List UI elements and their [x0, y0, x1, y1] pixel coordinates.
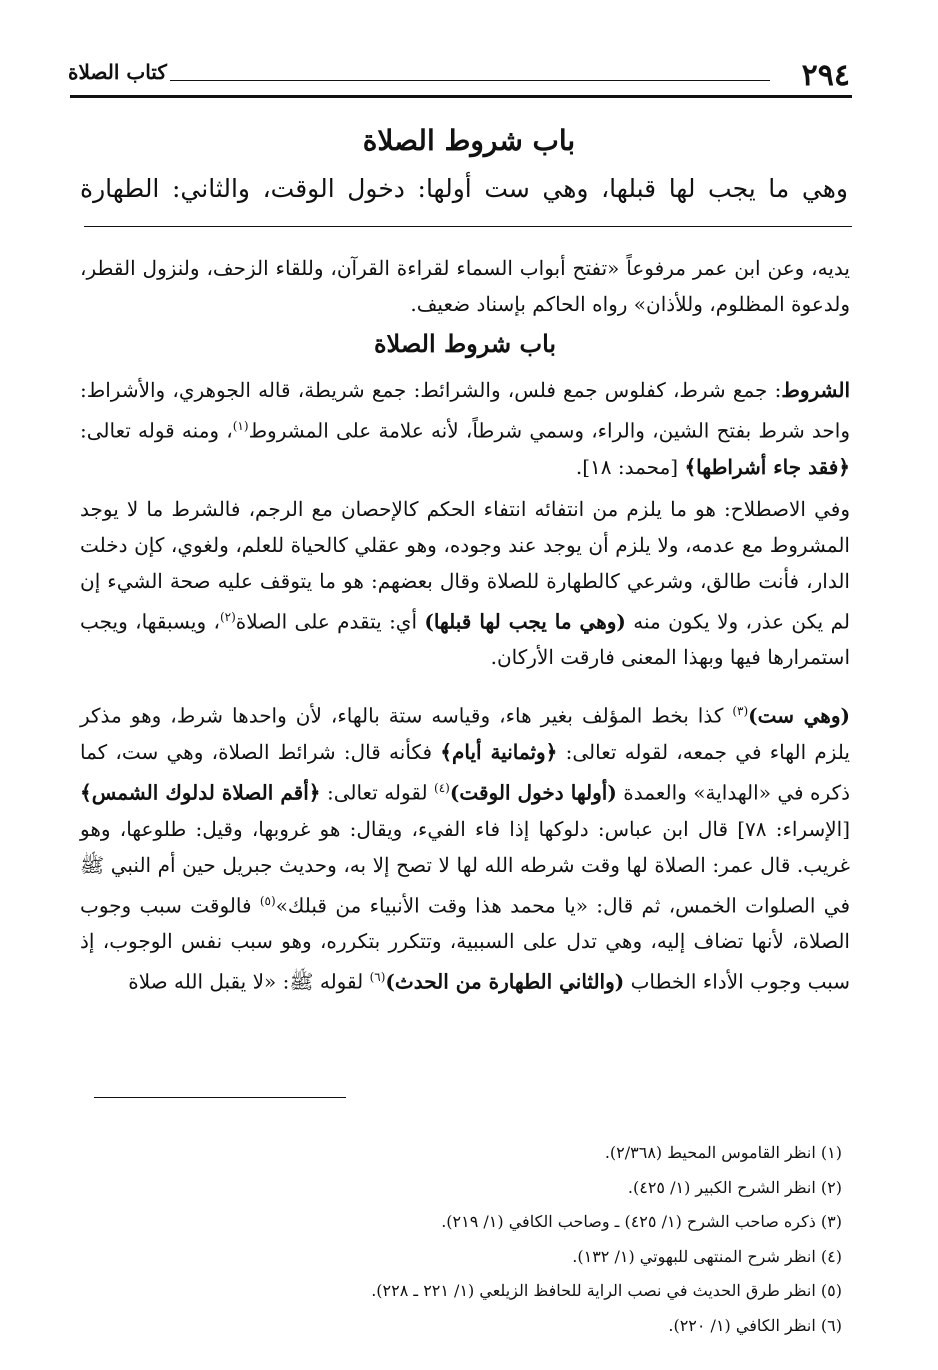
- footnote-5: (٥) انظر طرق الحديث في نصب الراية للحافظ الزيلعي (١/ ٢٢١ ـ ٢٢٨).: [371, 1281, 842, 1300]
- text: [محمد: ١٨].: [575, 454, 685, 479]
- footnote-ref-3: (٣): [732, 704, 749, 719]
- text: وفي الاصطلاح: هو ما يلزم من انتفائه انتفاء الحكم كالإحصان مع الرجم، فالشرط ما لا يوجد المشروط مع عدمه، ولا يلزم أن يوجد عند وجوده، وهو عقلي كالحياة للعلم، ولغوي، كإن دخلت الدار، فأنت طالق، وشرعي كالطهارة للصلاة وقال بعضهم: هو ما يتوقف عليه صحة الشيء إن لم يكن عذر، ولا يكون منه: [80, 496, 850, 634]
- footnote-2: (٢) انظر الشرح الكبير (١/ ٤٢٥).: [627, 1177, 842, 1197]
- matn-divider: [84, 226, 852, 227]
- footnote-6: (٦) انظر الكافي (١/ ٢٢٠).: [668, 1315, 842, 1335]
- text: ، ويسبقها، ويجب استمرارها فيها وبهذا المعنى فارقت الأركان.: [80, 609, 850, 670]
- footnote-ref-4: (٤): [434, 780, 450, 795]
- running-book-title: كتاب الصلاة: [68, 60, 167, 84]
- text: كذا بخط المؤلف بغير هاء، وقياسه ستة بالهاء، لأن واحدها شرط، وهو مذكر يلزم الهاء في جمعه، لقوله تعالى:: [80, 703, 850, 764]
- matn-quote: (والثاني الطهارة من الحدث): [385, 969, 625, 994]
- matn-quote: (أولها دخول الوقت): [449, 780, 617, 805]
- continuation-paragraph: يديه، وعن ابن عمر مرفوعاً «تفتح أبواب السماء لقراءة القرآن، وللقاء الزحف، ولنزول القطر، ولدعوة المظلوم، وللأذان» رواه الحاكم بإسناد ضعيف.: [80, 256, 850, 316]
- text: لقوله تعالى:: [320, 780, 435, 805]
- text: فالوقت سبب وجوب الصلاة، لأنها تضاف إليه، وهي تدل على السببية، وتتكرر بتكرره، وهو سبب نفس الوجوب، إذ سبب وجوب الأداء الخطاب: [80, 893, 850, 994]
- text: [الإسراء: ٧٨] قال ابن عباس: دلوكها إذا فاء الفيء، ويقال: هو غروبها، وقيل: طلوعها، وهو غريب. قال عمر: الصلاة لها وقت شرطه الله لها لا تصح إلا به، وحديث جبريل حين أم النبي ﷺ في الصلوات الخمس، ثم قال: «يا محمد هذا وقت الأنبياء من قبلك»: [80, 816, 850, 918]
- quran-quote: ﴿أقم الصلاة لدلوك الشمس﴾: [80, 780, 321, 805]
- footnote-ref-2: (٢): [219, 609, 236, 624]
- commentary-body: [80, 250, 850, 1000]
- page-number: ٢٩٤: [801, 58, 850, 93]
- header-rule: [70, 95, 852, 98]
- header-rule-thin: [170, 80, 770, 81]
- commentary-chapter-title: باب شروط الصلاة: [373, 329, 557, 358]
- paragraph-definition: [80, 372, 850, 485]
- footnote-ref-5: (٥): [259, 893, 276, 908]
- text: ، ومنه قوله تعالى:: [80, 418, 233, 443]
- text: أي: يتقدم على الصلاة: [235, 609, 425, 634]
- matn-quote: (وهي ما يجب لها قبلها): [424, 609, 626, 634]
- footnotes: [86, 1136, 842, 1343]
- footnote-3: (٣) ذكره صاحب الشرح (١/ ٤٢٥) ـ وصاحب الكافي (١/ ٢١٩).: [441, 1212, 842, 1231]
- paragraph-six-conditions: [80, 693, 850, 1000]
- paragraph-terminology: [80, 491, 850, 676]
- quran-quote: ﴿وثمانية أيام﴾: [440, 739, 558, 764]
- footnote-divider: [94, 1097, 346, 1098]
- matn-quote: (وهي ست): [748, 703, 850, 728]
- text: : جمع شرط، كفلوس جمع فلس، والشرائط: جمع شريطة، قاله الجوهري، والأشراط: واحد شرط بفتح الشين، والراء، وسمي شرطاً، لأنه علامة على المشروط: [80, 378, 850, 443]
- footnote-4: (٤) انظر شرح المنتهى للبهوتي (١/ ١٣٢).: [572, 1246, 842, 1266]
- text: لقوله ﷺ: «لا يقبل الله صلاة: [128, 969, 370, 994]
- text: فكأنه قال: شرائط الصلاة، وهي ست، كما ذكره في «الهداية» والعمدة: [80, 739, 850, 805]
- footnote-ref-1: (١): [232, 419, 249, 433]
- matn-text: وهي ما يجب لها قبلها، وهي ست أولها: دخول الوقت، والثاني: الطهارة: [80, 174, 848, 203]
- footnote-1: (١) انظر القاموس المحيط (٢/٣٦٨).: [604, 1143, 842, 1162]
- keyword-shurut: الشروط: [781, 378, 851, 402]
- quran-quote: ﴿فقد جاء أشراطها﴾: [684, 454, 850, 479]
- matn-chapter-title: باب شروط الصلاة: [362, 124, 576, 157]
- footnote-ref-6: (٦): [369, 970, 386, 985]
